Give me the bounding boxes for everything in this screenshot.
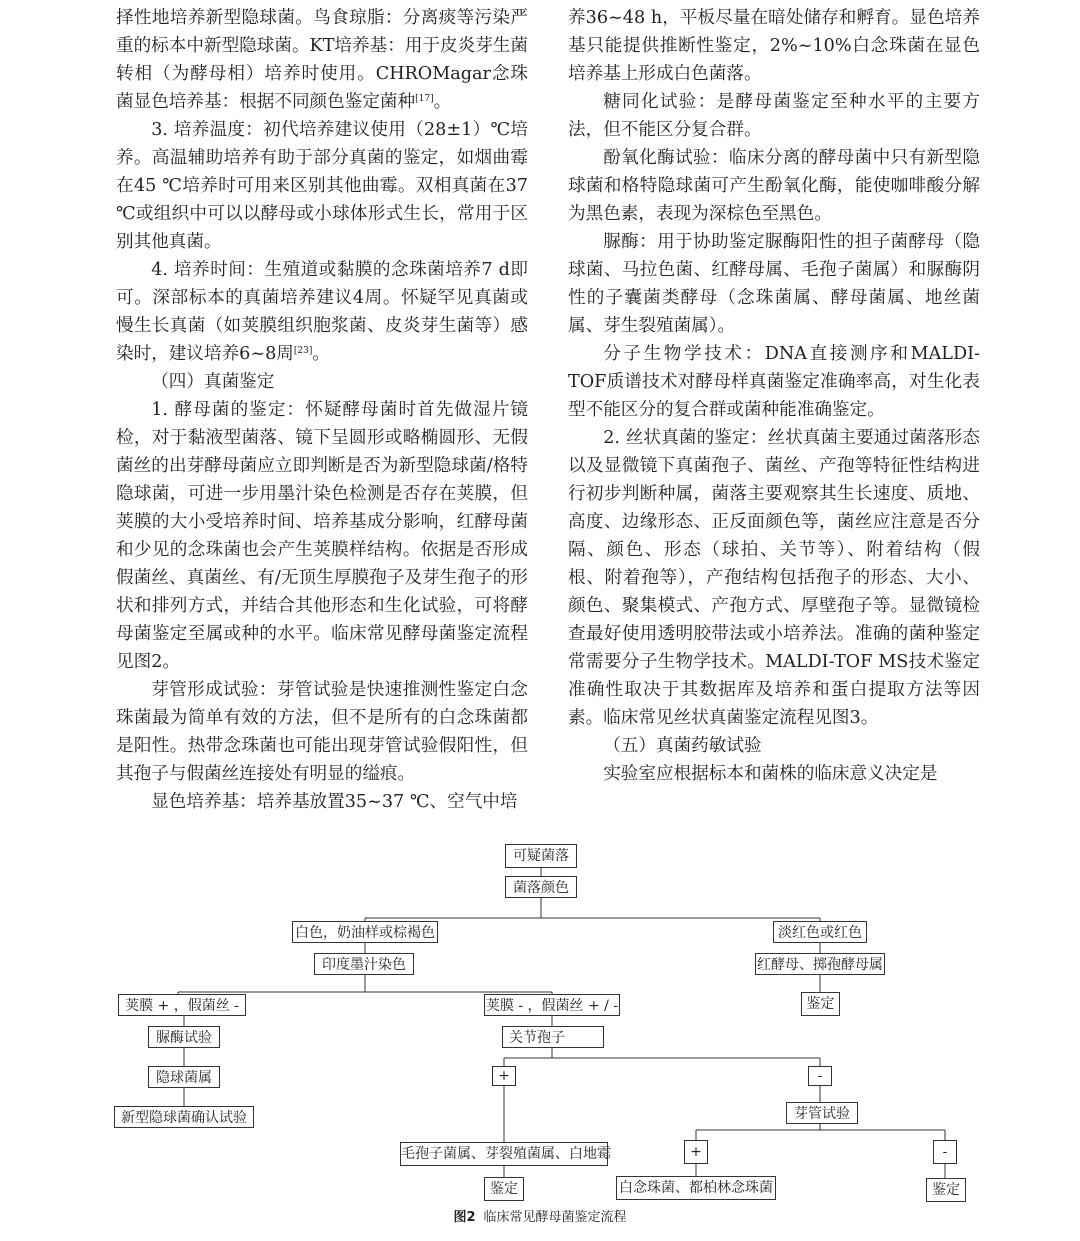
node-minus-arthrospore: - (808, 1066, 832, 1086)
figure-caption (0, 1208, 1080, 1228)
node-neoformans-confirm: 新型隐球菌确认试验 (114, 1106, 254, 1128)
paragraph: 脲酶：用于协助鉴定脲酶阳性的担子菌酵母（隐球菌、马拉色菌、红酵母属、毛孢子菌属）和脲酶阴性的子囊菌类酵母（念珠菌属、酵母菌属、地丝菌属、芽生裂殖菌属）。 (568, 232, 980, 336)
paragraph: 2. 丝状真菌的鉴定：丝状真菌主要通过菌落形态以及显微镜下真菌孢子、菌丝、产孢等特征性结构进行初步判断种属，菌落主要观察其生长速度、质地、高度、边缘形态、正反面颜色等，菌丝应注意是否分隔、颜色、形态（球拍、关节等）、附着结构（假根、附着孢等），产孢结构包括孢子的形态、大小、颜色、聚集模式、产孢方式、厚壁孢子等。显微镜检查最好使用透明胶带法或小培养法。准确的菌种鉴定常需要分子生物学技术。MALDI-TOF MS技术鉴定准确性取决于其数据库及培养和蛋白提取方法等因素。临床常见丝状真菌鉴定流程见图3。 (568, 428, 980, 728)
figure-number: 图2 (453, 1210, 476, 1225)
node-arthrospore: 关节孢子 (502, 1026, 604, 1048)
paragraph: 择性地培养新型隐球菌。鸟食琼脂：分离痰等污染严重的标本中新型隐球菌。KT培养基：用于皮炎芽生菌转相（为酵母相）培养时使用。CHROMagar念珠菌显色培养基：根据不同颜色鉴定菌种[17]。 (116, 8, 528, 112)
reference-marker: [17] (415, 94, 434, 104)
node-identify-pink: 鉴定 (801, 992, 840, 1016)
paragraph: 芽管形成试验：芽管试验是快速推测性鉴定白念珠菌最为简单有效的方法，但不是所有的白念珠菌都是阳性。热带念珠菌也可能出现芽管试验假阳性，但其孢子与假菌丝连接处有明显的缢痕。 (116, 680, 528, 784)
paragraph: 4. 培养时间：生殖道或黏膜的念珠菌培养7 d即可。深部标本的真菌培养建议4周。怀疑罕见真菌或慢生长真菌（如荚膜组织胞浆菌、皮炎芽生菌等）感染时，建议培养6~8周[23]。 (116, 260, 528, 364)
node-minus-germ-tube: - (933, 1140, 957, 1164)
paragraph: 分子生物学技术：DNA直接测序和MALDI-TOF质谱技术对酵母样真菌鉴定准确率高，对生化表型不能区分的复合群或菌种能准确鉴定。 (568, 344, 980, 420)
node-identify-trichosporon: 鉴定 (484, 1177, 524, 1201)
node-india-ink-stain: 印度墨汁染色 (314, 953, 414, 975)
node-albicans-dubliniensis: 白念珠菌、都柏林念珠菌 (616, 1176, 776, 1200)
paragraph: 糖同化试验：是酵母菌鉴定至种水平的主要方法，但不能区分复合群。 (568, 92, 980, 140)
paragraph: 1. 酵母菌的鉴定：怀疑酵母菌时首先做湿片镜检，对于黏液型菌落、镜下呈圆形或略椭圆形、无假菌丝的出芽酵母菌应立即判断是否为新型隐球菌/格特隐球菌，可进一步用墨汁染色检测是否存在荚膜，但荚膜的大小受培养时间、培养基成分影响，红酵母菌和少见的念珠菌也会产生荚膜样结构。依据是否形成假菌丝、真菌丝、有/无顶生厚膜孢子及芽生孢子的形状和排列方式，并结合其他形态和生化试验，可将酵母菌鉴定至属或种的水平。临床常见酵母菌鉴定流程见图2。 (116, 400, 528, 672)
paragraph: 显色培养基：培养基放置35~37 ℃、空气中培 (151, 792, 518, 812)
node-capsule-negative: 荚膜 - ，假菌丝 + / - (484, 994, 620, 1016)
node-cryptococcus: 隐球菌属 (148, 1066, 220, 1088)
paragraph: 养36~48 h，平板尽量在暗处储存和孵育。显色培养基只能提供推断性鉴定，2%~10%白念珠菌在显色培养基上形成白色菌落。 (568, 8, 980, 84)
node-white-cream-brown: 白色，奶油样或棕褐色 (292, 921, 438, 943)
node-plus-arthrospore: + (492, 1066, 516, 1086)
figure-title: 临床常见酵母菌鉴定流程 (483, 1210, 627, 1225)
paragraph: 3. 培养温度：初代培养建议使用（28±1）℃培养。高温辅助培养有助于部分真菌的鉴定，如烟曲霉在45 ℃培养时可用来区别其他曲霉。双相真菌在37 ℃或组织中可以以酵母或小球体形式生长，常用于区别其他真菌。 (116, 120, 528, 252)
section-heading: （四）真菌鉴定 (151, 372, 275, 392)
section-heading: （五）真菌药敏试验 (603, 736, 762, 756)
paragraph: 实验室应根据标本和菌株的临床意义决定是 (603, 764, 938, 784)
flowchart-figure (0, 830, 1080, 1241)
node-germ-tube-test: 芽管试验 (786, 1102, 858, 1124)
node-urease-test: 脲酶试验 (148, 1026, 220, 1048)
node-rhodotorula: 红酵母、掷孢酵母属 (755, 953, 885, 975)
node-pink-red: 淡红色或红色 (773, 921, 867, 943)
right-text-column (568, 4, 980, 788)
node-suspicious-colony: 可疑菌落 (505, 844, 577, 868)
node-colony-color: 菌落颜色 (505, 876, 577, 898)
paragraph: 酚氧化酶试验：临床分离的酵母菌中只有新型隐球菌和格特隐球菌可产生酚氧化酶，能使咖啡酸分解为黑色素，表现为深棕色至黑色。 (568, 148, 980, 224)
left-text-column (116, 4, 528, 816)
reference-marker: [23] (293, 346, 313, 356)
node-capsule-positive: 荚膜 + ，假菌丝 - (118, 994, 246, 1016)
node-identify-negative: 鉴定 (926, 1178, 966, 1202)
node-plus-germ-tube: + (684, 1140, 708, 1164)
node-trichosporon: 毛孢子菌属、芽裂殖菌属、白地霉 (400, 1142, 608, 1166)
